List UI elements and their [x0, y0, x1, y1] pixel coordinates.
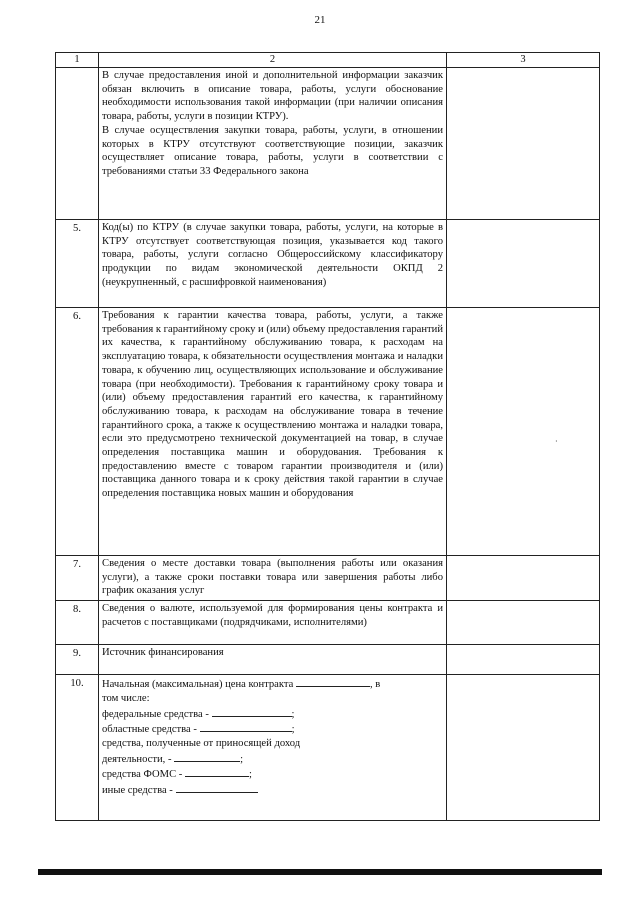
- paragraph: В случае предоставления иной и дополнительной информации заказчик обязан включить в описание товара, работы, услуги обоснование необходимости использования такой информации (при наличии описания товара, работы, услуги в позиции КТРУ).: [102, 70, 443, 123]
- table-row-5: [56, 220, 600, 308]
- table-row-6: [56, 308, 600, 556]
- price-line: [102, 676, 443, 692]
- row-content: [99, 68, 447, 220]
- income-funds-label: средства, полученные от приносящей доход: [102, 737, 301, 749]
- row-content: [99, 220, 447, 308]
- foms-funds-blank: [185, 766, 249, 777]
- separator: ;: [248, 769, 252, 781]
- row-value-cell: [447, 556, 600, 601]
- row-value-cell: [447, 675, 600, 821]
- separator: ;: [240, 753, 244, 765]
- paragraph: Сведения о месте доставки товара (выполнения работы или оказания услуги), а также сроки поставки товара или завершения работы либо график оказания услуг: [102, 558, 443, 597]
- regional-funds-blank: [200, 721, 292, 732]
- separator: ;: [291, 724, 295, 736]
- row-number: 9.: [56, 645, 99, 675]
- foms-funds-label: средства ФОМС -: [102, 769, 183, 781]
- paragraph: Код(ы) по КТРУ (в случае закупки товара, работы, услуги, на которые в КТРУ отсутствует соответствующая позиция, указывается код такого товара, работы, услуги согласно Общероссийскому классификатору продукции по видам экономической деятельности ОКПД 2 (неукрупненный, с расшифровкой наименования): [102, 222, 443, 288]
- income-funds-line: [102, 751, 443, 767]
- price-blank: [296, 676, 370, 687]
- foms-funds-line: [102, 766, 443, 782]
- regional-funds-label: областные средства -: [102, 724, 197, 736]
- income-funds-blank: [174, 751, 240, 762]
- table-row-continuation: [56, 68, 600, 220]
- page-number: 21: [314, 14, 326, 26]
- price-suffix: , в: [370, 679, 381, 691]
- row-number: 6.: [56, 308, 99, 556]
- row-value-cell: [447, 601, 600, 645]
- other-funds-label: иные средства -: [102, 785, 173, 797]
- row-value-cell: [447, 645, 600, 675]
- table-header-row: [56, 53, 600, 68]
- scan-dot: ·: [555, 437, 558, 446]
- header-col-2: 2: [99, 53, 447, 68]
- row-number: 7.: [56, 556, 99, 601]
- bottom-scan-rule: [38, 869, 602, 875]
- other-funds-blank: [176, 782, 258, 793]
- table-row-9: [56, 645, 600, 675]
- row-content: [99, 308, 447, 556]
- other-funds-line: [102, 782, 443, 798]
- requirements-table: [55, 52, 600, 821]
- separator: ;: [291, 708, 295, 720]
- row-number: [56, 68, 99, 220]
- row-number: 10.: [56, 675, 99, 821]
- table-row-7: [56, 556, 600, 601]
- row-content: [99, 601, 447, 645]
- federal-funds-line: [102, 706, 443, 722]
- regional-funds-line: [102, 721, 443, 737]
- row-content: [99, 675, 447, 821]
- header-col-1: 1: [56, 53, 99, 68]
- paragraph: В случае осуществления закупки товара, работы, услуги, в отношении которых в КТРУ отсутствуют соответствующие позиции, заказчик осуществляет описание товара, работы, услуги в соответствии с требованиями статьи 33 Федерального закона: [102, 124, 443, 177]
- federal-funds-label: федеральные средства -: [102, 708, 209, 720]
- row-content: [99, 556, 447, 601]
- paragraph: Источник финансирования: [102, 647, 224, 659]
- row-value-cell: [447, 220, 600, 308]
- including-label: том числе:: [102, 692, 150, 704]
- federal-funds-blank: [212, 706, 292, 717]
- row-number: 5.: [56, 220, 99, 308]
- paragraph: Требования к гарантии качества товара, работы, услуги, а также требования к гарантийному сроку и (или) объему предоставления гарантий их качества, к гарантийному обслуживанию товара, к расходам на эксплуатацию товара, к обязательности осуществления монтажа и наладки товара, к обучению лиц, осуществляющих использование и обслуживание товара (при необходимости). Требования к гарантийному сроку товара и (или) объему предоставления гарантий его качества, к гарантийному обслуживанию товара, к расходам на обслуживание товара в течение гарантийного срока, а также к осуществлению монтажа и наладки товара, если это предусмотрено технической документацией на товар, в случае определения поставщика машин и оборудования. Требования к предоставлению вместе с товаром гарантии производителя и (или) поставщика данного товара и к сроку действия такой гарантии в случае определения поставщика новых машин и оборудования: [102, 310, 443, 500]
- row-value-cell: [447, 308, 600, 556]
- price-label: Начальная (максимальная) цена контракта: [102, 679, 294, 691]
- row-number: 8.: [56, 601, 99, 645]
- income-funds-label-2: деятельности, -: [102, 753, 172, 765]
- table-row-8: [56, 601, 600, 645]
- row-value-cell: [447, 68, 600, 220]
- header-col-3: 3: [447, 53, 600, 68]
- row-content: [99, 645, 447, 675]
- table-row-10: [56, 675, 600, 821]
- paragraph: Сведения о валюте, используемой для формирования цены контракта и расчетов с поставщиками (подрядчиками, исполнителями): [102, 603, 443, 628]
